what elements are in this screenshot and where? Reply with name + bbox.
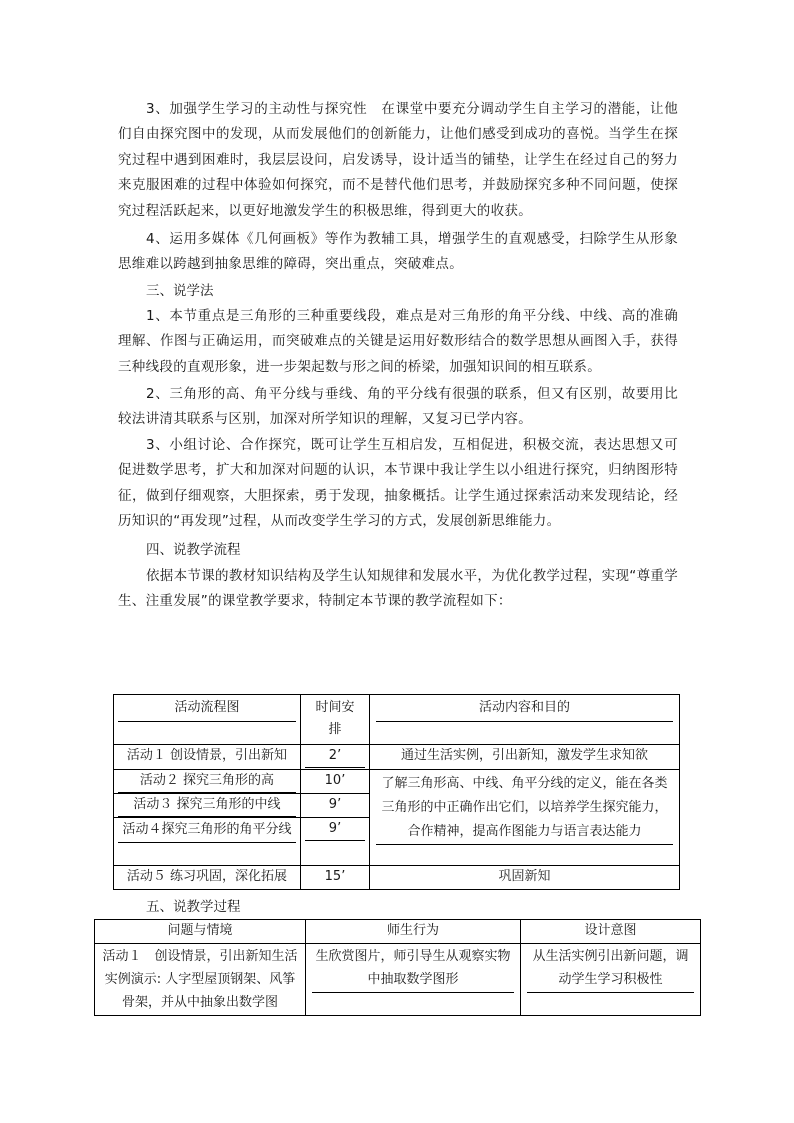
activity-5-content: 巩固新知: [498, 869, 551, 884]
paragraph-comparison: 2、三角形的高、角平分线与垂线、角的平分线有很强的联系，但又有区别，故要用比较法讲清其联系与区别，加深对所学知识的理解，又复习已学内容。: [118, 386, 678, 428]
header-problem-situation: 问题与情境: [167, 923, 233, 938]
header-design-intent: 设计意图: [584, 923, 637, 938]
paragraph-group-discussion: 3、小组讨论、合作探究，既可让学生互相启发，互相促进，积极交流，表达思想又可促进数学思考，扩大和加深对问题的认识，本节课中我让学生以小组进行探究，归纳图形特征，做到仔细观察，大胆探索，勇于发现，抽象概括。让学生通过探索活动来发现结论，经历知识的“再发现”过程，从而改变学生学习的方式，发展创新思维能力。: [118, 437, 678, 530]
activity-4-label: 活动４探究三角形的角平分线: [122, 822, 292, 837]
activity-2-time: 10’: [324, 773, 346, 788]
table-row: [114, 770, 680, 794]
header-teacher-student-behavior: 师生行为: [386, 923, 439, 938]
merged-activity-content: 了解三角形高、中线、角平分线的定义，能在各类三角形的中正确作出它们，以培养学生探究能力，合作精神，提高作图能力与语言表达能力: [381, 776, 668, 839]
table-row: [95, 944, 701, 1016]
paragraph-key-points: 1、本节重点是三角形的三种重要线段，难点是对三角形的角平分线、中线、高的准确理解、作图与正确运用，而突破难点的关键是运用好数形结合的数学思想从画图入手，获得三种线段的直观形象，进一步架起数与形之间的桥梁，加强知识间的相互联系。: [118, 308, 678, 375]
activity-3-label: 活动３ 探究三角形的中线: [133, 797, 281, 812]
activity-5-time: 15’: [324, 869, 346, 884]
activity-1-label: 活动１ 创设情景，引出新知: [126, 748, 288, 763]
header-time: 时间安排: [315, 700, 355, 737]
intent-text: 从生活实例引出新问题，调动学生学习积极性: [532, 949, 689, 987]
paragraph-flow-intro: 依据本节课的教材知识结构及学生认知规律和发展水平，为优化教学过程，实现“尊重学生、注重发展”的课堂教学要求，特制定本节课的教学流程如下：: [118, 568, 678, 610]
heading-teaching-flow: 四、说教学流程: [146, 542, 241, 558]
teaching-process-table: [94, 919, 701, 1016]
activity-3-time: 9’: [328, 797, 342, 812]
activity-1-content: 通过生活实例，引出新知，激发学生求知欲: [400, 748, 648, 763]
situation-text: 活动１ 创设情景，引出新知生活实例演示: 人字型屋顶钢架、风筝骨架，并从中抽象出数学图: [102, 949, 298, 1010]
activity-2-label: 活动２ 探究三角形的高: [139, 773, 275, 788]
header-content-purpose: 活动内容和目的: [478, 700, 570, 715]
paragraph-multimedia: 4、运用多媒体《几何画板》等作为教辅工具，增强学生的直观感受，扫除学生从形象思维难以跨越到抽象思维的障碍，突出重点，突破难点。: [118, 231, 678, 273]
behavior-text: 生欣赏图片，师引导生从观察实物中抽取数学图形: [315, 949, 511, 987]
activity-4-time: 9’: [328, 821, 342, 836]
paragraph-active-learning: 3、加强学生学习的主动性与探究性 在课堂中要充分调动学生自主学习的潜能，让他们自由探究图中的发现，从而发展他们的创新能力，让他们感受到成功的喜悦。当学生在探究过程中遇到困难时，我层层设问，启发诱导，设计适当的铺垫，让学生在经过自己的努力来克服困难的过程中体验如何探究，而不是替代他们思考，并鼓励探究多种不同问题，使探究过程活跃起来，以更好地激发学生的积极思维，得到更大的收获。: [118, 101, 678, 219]
activity-5-label: 活动５ 练习巩固，深化拓展: [126, 869, 288, 884]
heading-teaching-process: 五、说教学过程: [146, 899, 241, 915]
table-row: [114, 745, 680, 770]
header-activity-flow: 活动流程图: [174, 700, 240, 715]
table-row: [114, 866, 680, 890]
activity-1-time: 2’: [328, 748, 342, 763]
heading-learning-method: 三、说学法: [146, 283, 214, 299]
teaching-flow-table: [113, 694, 680, 890]
